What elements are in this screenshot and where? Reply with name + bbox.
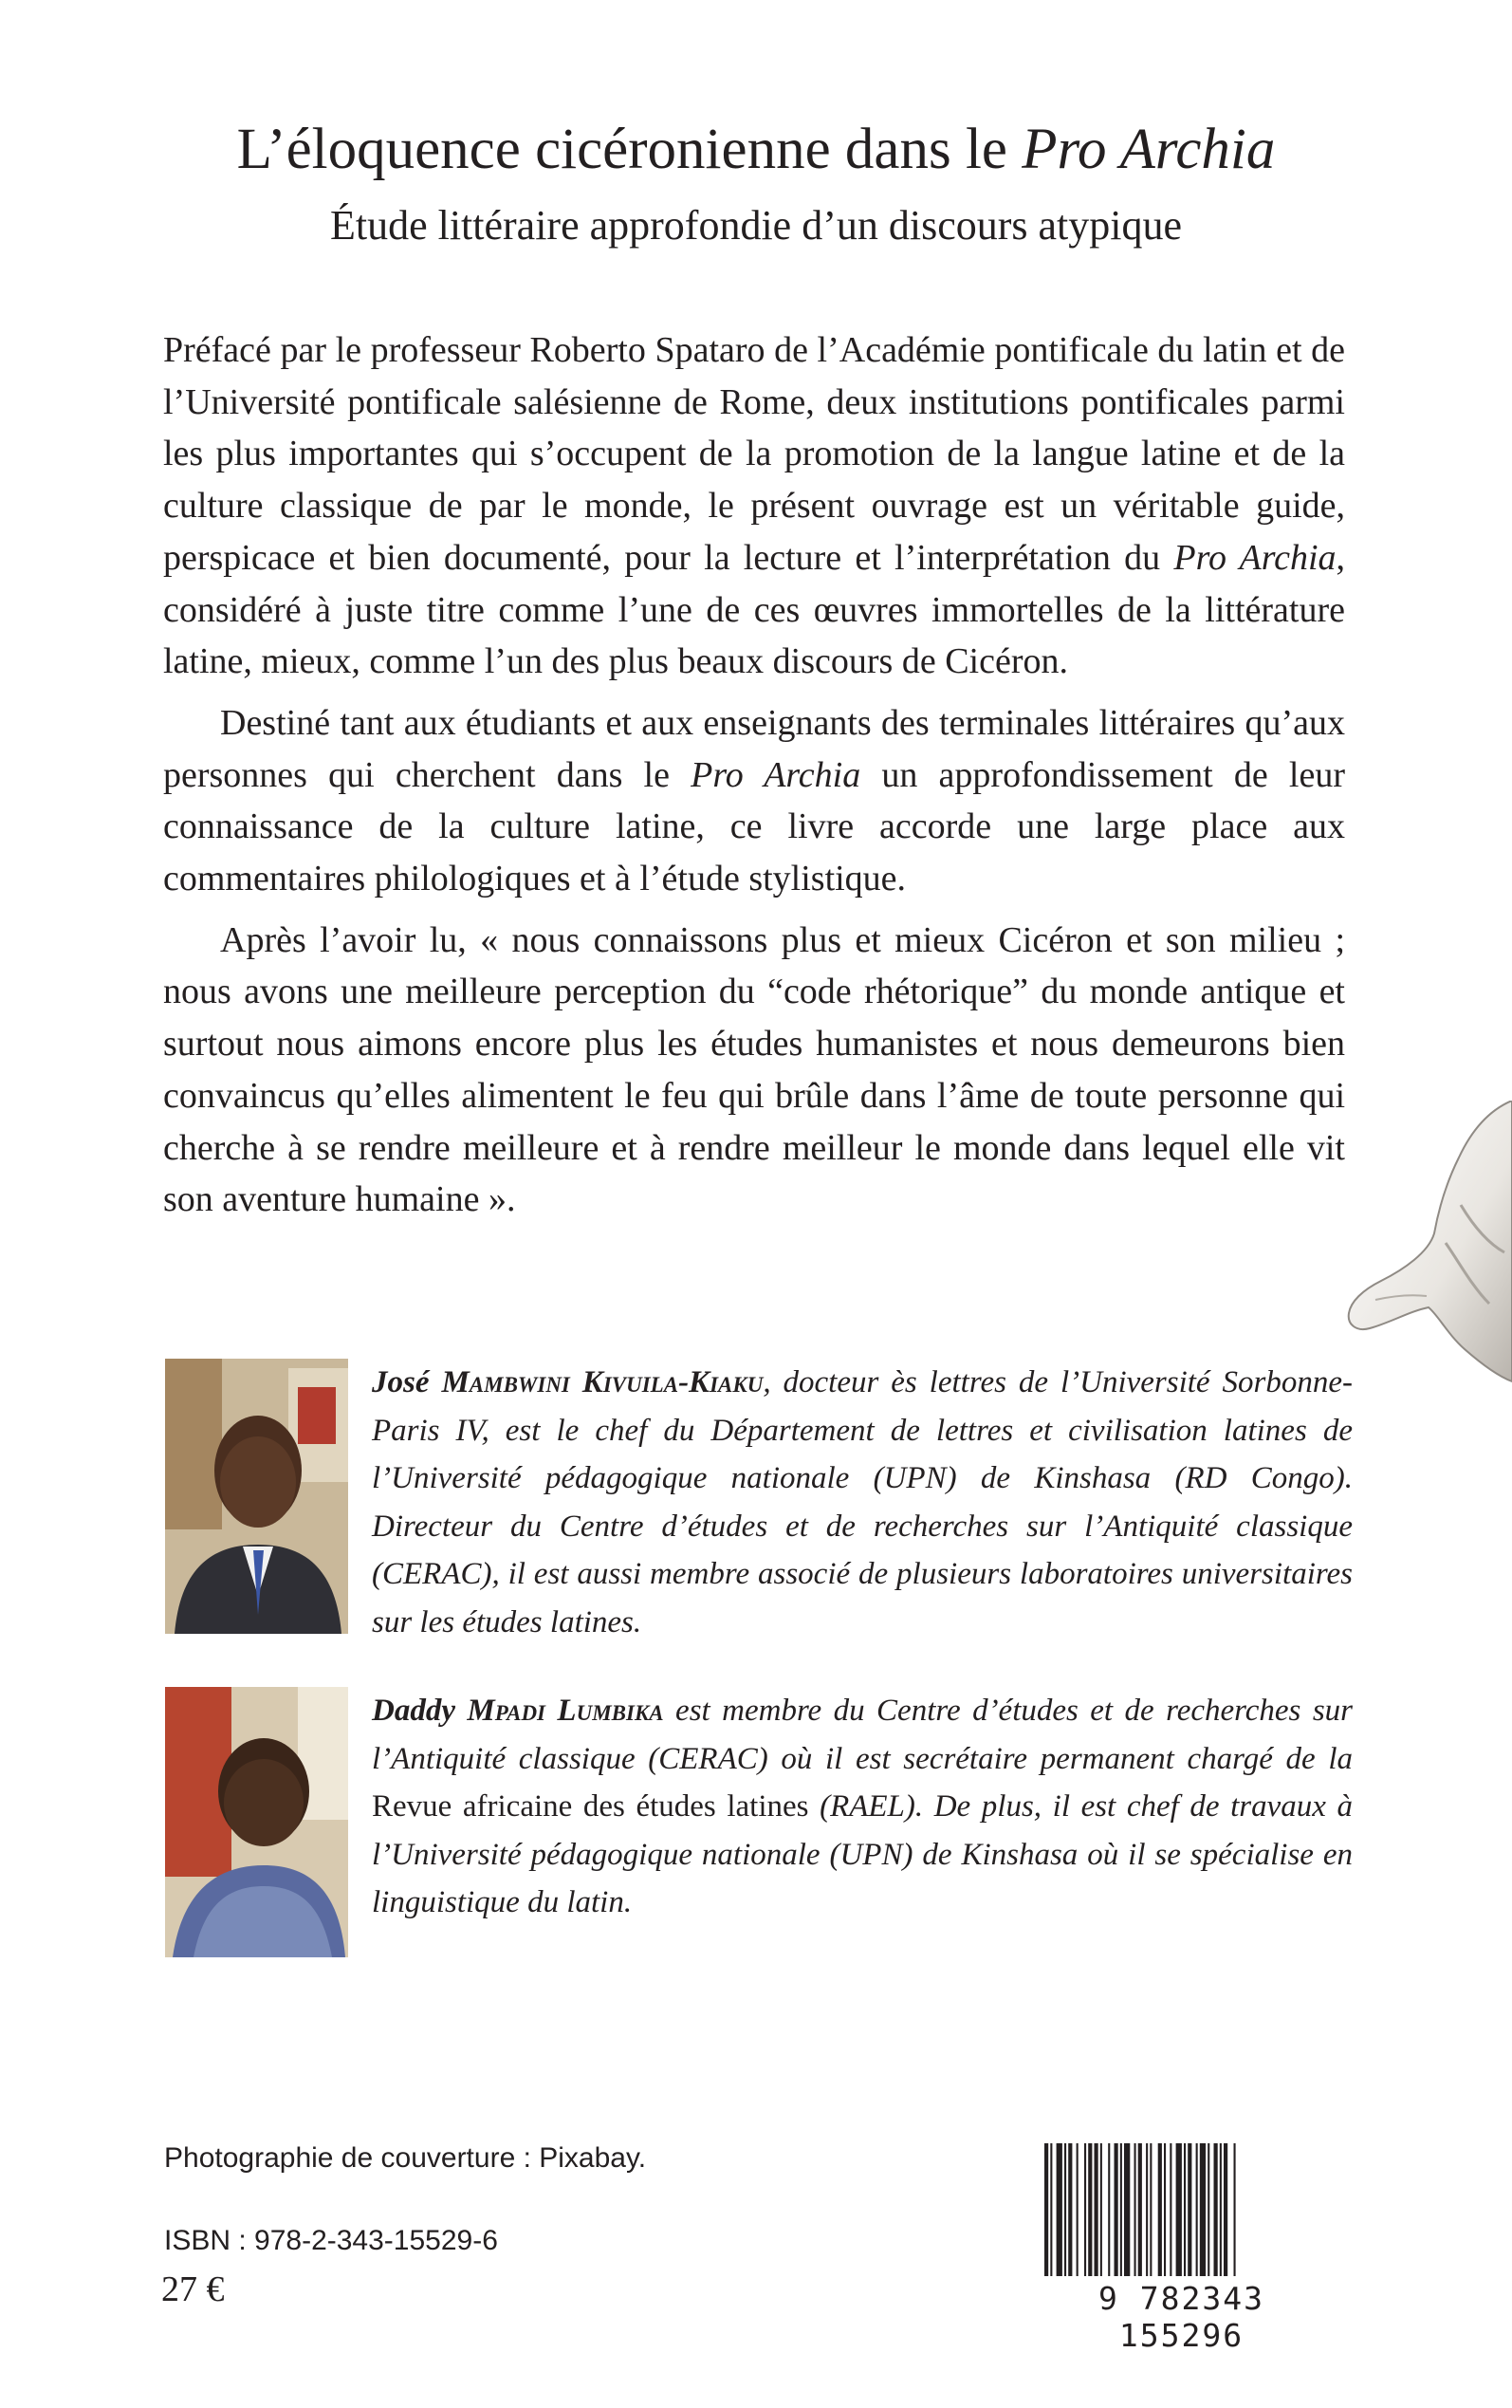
barcode-bar — [1115, 2143, 1118, 2276]
author-2-journal-title: Revue africaine des études latines — [372, 1789, 809, 1824]
barcode-bar — [1124, 2143, 1130, 2276]
summary-paragraph-3: Après l’avoir lu, « nous connaissons plus et mieux Cicéron et son milieu ; nous avons une meilleure perception du “code rhétorique” du monde antique et surtout nous aimons encore plus les études humanistes et nous demeurons bien convaincus qu’elles alimentent le feu qui brûle dans l’âme de toute personne qui cherche à se rendre meilleure et à rendre meilleur le monde dans lequel elle vit son aventure humaine ». — [163, 919, 1345, 1220]
summary-text — [163, 324, 1345, 1226]
author-2-first-name: Daddy — [372, 1694, 455, 1728]
price: 27 € — [161, 2269, 225, 2309]
barcode-bar — [1057, 2143, 1062, 2276]
author-2 — [165, 1687, 1353, 1957]
author-1-portrait — [165, 1359, 348, 1634]
author-2-bio — [372, 1687, 1353, 1927]
barcode-bar — [1050, 2143, 1052, 2276]
barcode-digits: 9 782343 155296 — [1098, 2280, 1264, 2354]
barcode-bar — [1108, 2143, 1110, 2276]
photo-credit: Photographie de couverture : Pixabay. — [164, 2142, 647, 2174]
barcode-bar — [1044, 2143, 1048, 2276]
book-title — [0, 112, 1512, 188]
barcode-bar — [1084, 2143, 1086, 2276]
barcode-bar — [1134, 2143, 1136, 2276]
barcode-bar — [1188, 2143, 1191, 2276]
barcode-bar — [1234, 2143, 1236, 2276]
barcode-bar — [1214, 2143, 1218, 2276]
author-2-photo — [165, 1687, 348, 1957]
author-1-first-name: José — [372, 1365, 430, 1399]
author-1-bio — [372, 1359, 1353, 1646]
barcode-bar — [1146, 2143, 1148, 2276]
isbn: ISBN : 978-2-343-15529-6 — [164, 2225, 498, 2256]
author-2-bio-text-b: (RAEL). De plus, il est chef de travaux à l’Université pédagogique nationale (UPN) de Kinshasa où il se spécialise en linguistique du latin. — [372, 1789, 1353, 1919]
summary-p2-part-a: Destiné tant aux étudiants et aux enseignants des terminales littéraires qu’aux personnes qui cherchent dans le — [163, 702, 1345, 795]
barcode-bar — [1095, 2143, 1098, 2276]
author-2-last-name: Mpadi Lumbika — [467, 1694, 664, 1728]
barcode-bar — [1158, 2143, 1162, 2276]
barcode-bar — [1150, 2143, 1152, 2276]
barcode-bar — [1138, 2143, 1142, 2276]
barcode-bar — [1088, 2143, 1092, 2276]
barcode-bar — [1220, 2143, 1222, 2276]
author-1 — [165, 1359, 1353, 1639]
summary-p1-italic: Pro Archia — [1173, 537, 1337, 578]
summary-paragraph-1 — [163, 324, 1345, 688]
author-2-portrait — [165, 1687, 348, 1957]
barcode-bar — [1200, 2143, 1206, 2276]
barcode-bar — [1068, 2143, 1072, 2276]
book-title-main: L’éloquence cicéronienne dans le — [236, 118, 1023, 181]
summary-p1-part-b: , considéré à juste titre comme l’une de ces œuvres immortelles de la littérature latine, mieux, comme l’un des plus beaux discours de Cicéron. — [163, 537, 1345, 682]
barcode-bar — [1077, 2143, 1079, 2276]
barcode-bar — [1170, 2143, 1171, 2276]
barcode-bar — [1164, 2143, 1166, 2276]
barcode-bar — [1100, 2143, 1102, 2276]
statue-hand-image — [1347, 1101, 1512, 1385]
book-title-italic: Pro Archia — [1022, 118, 1276, 181]
barcode-bar — [1208, 2143, 1209, 2276]
barcode-bar — [1224, 2143, 1227, 2276]
summary-p2-part-b: un approfondissement de leur connaissance de la culture latine, ce livre accorde une large place aux commentaires philologiques et à l’étude stylistique. — [163, 754, 1345, 899]
summary-p2-italic: Pro Archia — [691, 754, 861, 795]
author-1-bio-text: , docteur ès lettres de l’Université Sorbonne-Paris IV, est le chef du Département de lettres et civilisation latines de l’Université pédagogique nationale (UPN) de Kinshasa (RD Congo). Directeur du Centre d’études et de recherches sur l’Antiquité classique (CERAC), il est aussi membre associé de plusieurs laboratoires universitaires sur les études latines. — [372, 1365, 1353, 1639]
barcode-bar — [1176, 2143, 1182, 2276]
author-1-last-name: Mambwini Kivuila-Kiaku — [441, 1365, 764, 1399]
author-1-photo — [165, 1359, 348, 1634]
summary-p1-part-a: Préfacé par le professeur Roberto Spataro de l’Académie pontificale du latin et de l’Université pontificale salésienne de Rome, deux institutions pontificales parmi les plus importantes qui s’occupent de la promotion de la langue latine et de la culture classique de par le monde, le présent ouvrage est un véritable guide, perspicace et bien documenté, pour la lecture et l’interprétation du — [163, 330, 1345, 578]
barcode-bar — [1184, 2143, 1186, 2276]
author-2-bio-text-a: est membre du Centre d’études et de recherches sur l’Antiquité classique (CERAC) où il est secrétaire permanent chargé de la — [372, 1694, 1354, 1776]
barcode-bar — [1120, 2143, 1122, 2276]
book-subtitle: Étude littéraire approfondie d’un discours atypique — [329, 202, 1183, 249]
barcode-bar — [1196, 2143, 1198, 2276]
summary-paragraph-2 — [163, 697, 1345, 905]
barcode-bar — [1064, 2143, 1066, 2276]
